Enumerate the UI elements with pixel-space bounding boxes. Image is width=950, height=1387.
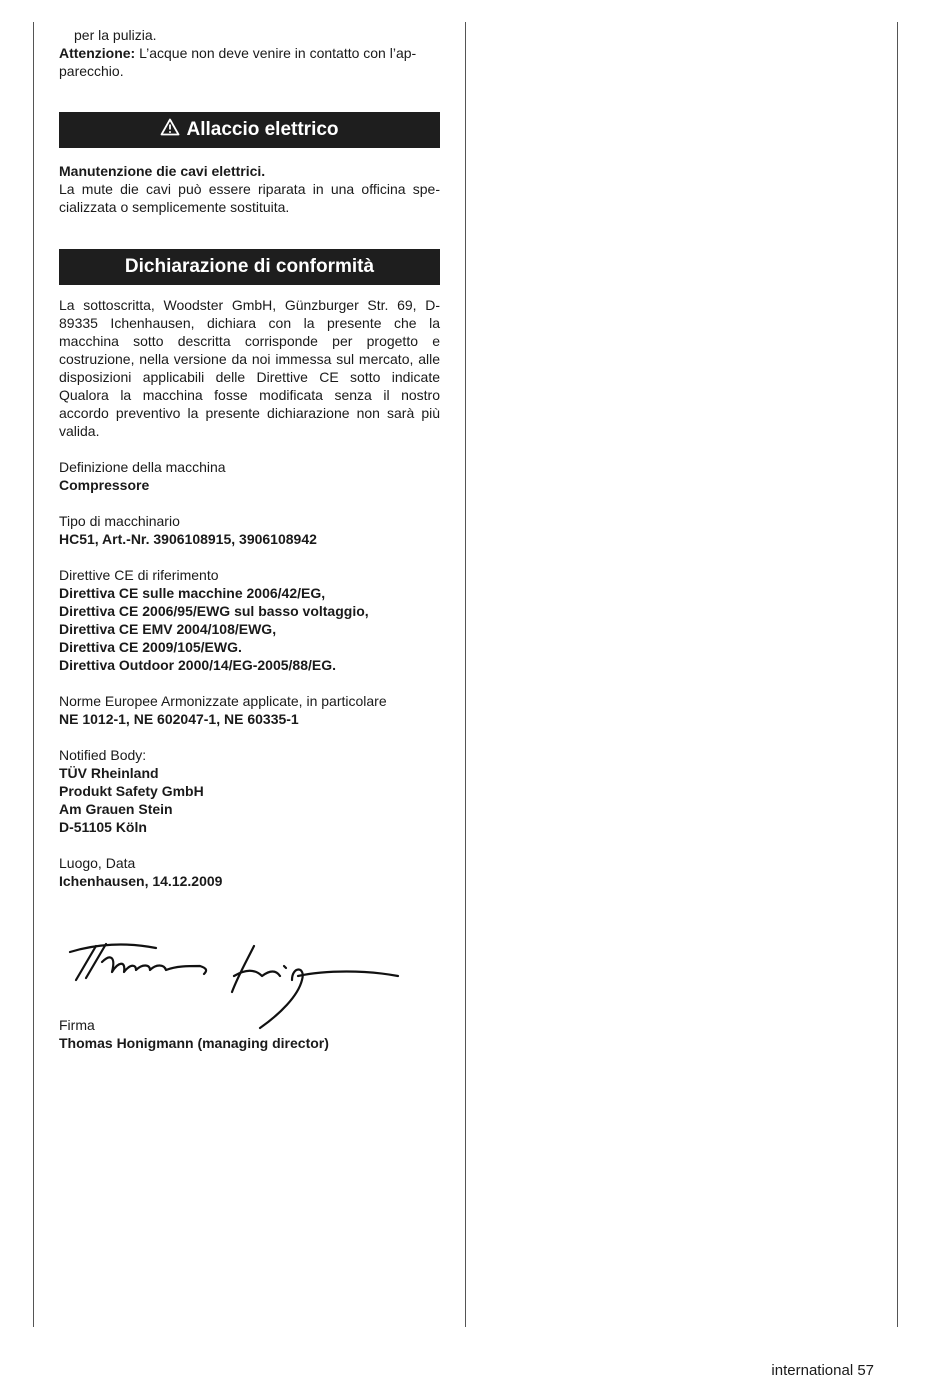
- section-title-electric: Allaccio elettrico: [186, 119, 339, 140]
- section-header-electric: [59, 112, 440, 148]
- section-title-conformity: Dichiarazione di conformità: [124, 256, 375, 277]
- directive-item: Direttiva Outdoor 2000/14/EG-2005/88/EG.: [59, 657, 337, 673]
- notified-body-label: Notified Body:: [59, 747, 147, 763]
- machine-definition-label: Definizione della macchina: [59, 459, 226, 475]
- column-divider: [465, 22, 466, 1327]
- norms-label: Norme Europee Armonizzate applicate, in particolare: [59, 693, 387, 709]
- conformity-declaration: La sottoscritta, Woodster GmbH, Günzburger Str. 69, D-89335 Ichenhausen, dichiara con la presente che la macchina sotto descritta corrisponde per progetto e costruzione, nella versione da noi immessa sul mercato, alle disposizioni applicabili delle Direttive CE sotto indicate Qualora la macchina fosse modificata senza il nostro accordo preventivo la presente dichiarazione non sarà più valida.: [59, 297, 440, 439]
- electric-subtitle: Manutenzione die cavi elettrici.: [59, 163, 266, 179]
- directive-item: Direttiva CE EMV 2004/108/EWG,: [59, 621, 277, 637]
- directive-item: Direttiva CE sulle macchine 2006/42/EG,: [59, 585, 326, 601]
- notified-body-line: D-51105 Köln: [59, 819, 147, 835]
- warning-triangle-icon: [160, 118, 180, 142]
- intro-block: [59, 26, 440, 80]
- signature-block: [59, 1016, 440, 1052]
- right-margin-rule: [897, 22, 898, 1327]
- norms-value: NE 1012-1, NE 602047-1, NE 60335-1: [59, 711, 299, 727]
- machine-type-label: Tipo di macchinario: [59, 513, 180, 529]
- machine-definition-value: Compressore: [59, 477, 150, 493]
- signature-label: Firma: [59, 1017, 95, 1033]
- place-date-value: Ichenhausen, 14.12.2009: [59, 873, 223, 889]
- notified-body-line: Am Grauen Stein: [59, 801, 173, 817]
- warning-continuation: parecchio.: [59, 63, 124, 79]
- signer-name: Thomas Honigmann (managing director): [59, 1035, 329, 1051]
- intro-line: per la pulizia.: [74, 27, 157, 43]
- conformity-body: [59, 296, 440, 890]
- warning-text: L’acque non deve venire in contatto con l’ap-: [135, 45, 417, 61]
- machine-type-value: HC51, Art.-Nr. 3906108915, 3906108942: [59, 531, 317, 547]
- left-margin-rule: [33, 22, 34, 1327]
- notified-body-line: TÜV Rheinland: [59, 765, 159, 781]
- warning-label: Attenzione:: [59, 45, 136, 61]
- electric-text: La mute die cavi può essere riparata in una officina specializzata o semplicemente sostituita.: [59, 181, 440, 215]
- notified-body-line: Produkt Safety GmbH: [59, 783, 204, 799]
- directive-item: Direttiva CE 2006/95/EWG sul basso voltaggio,: [59, 603, 369, 619]
- electric-body: [59, 162, 440, 216]
- directives-label: Direttive CE di riferimento: [59, 567, 219, 583]
- place-date-label: Luogo, Data: [59, 855, 136, 871]
- section-header-conformity: [59, 249, 440, 285]
- page-footer: international 57: [771, 1362, 874, 1379]
- directive-item: Direttiva CE 2009/105/EWG.: [59, 639, 242, 655]
